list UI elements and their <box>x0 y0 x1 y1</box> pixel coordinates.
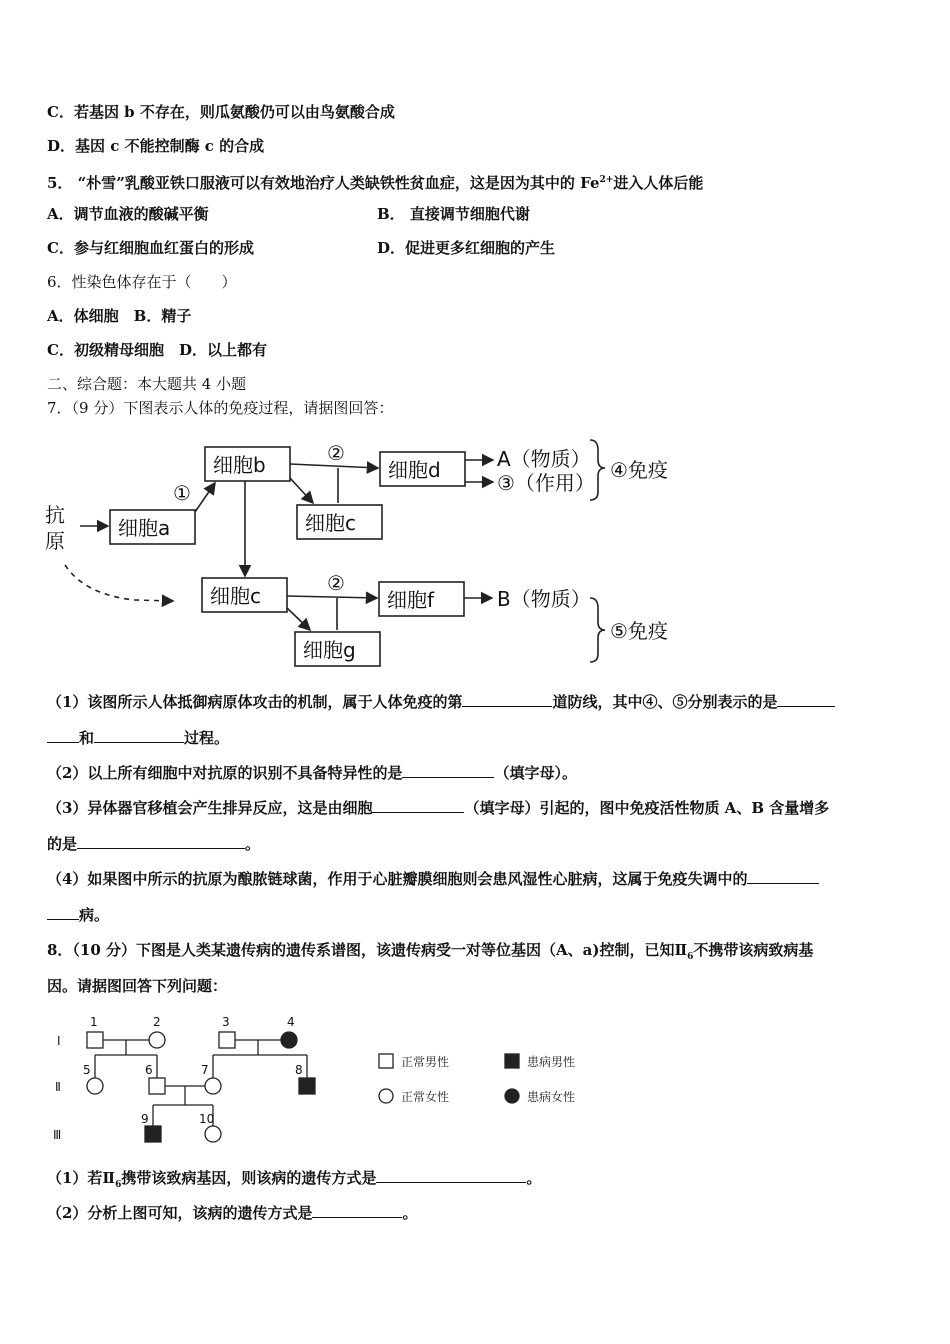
q5-stem-tail: 进入人体后能 <box>613 174 704 192</box>
q8-stem-cont: 因。请据图回答下列问题： <box>47 977 228 995</box>
cell-b-label: 细胞b <box>213 453 266 477</box>
q8-p1-sub: 6 <box>115 1180 122 1190</box>
q5-option-b: B． 直接调节细胞代谢 <box>377 205 530 223</box>
person-9-label: 9 <box>141 1112 149 1126</box>
answer-blank[interactable] <box>312 1203 402 1218</box>
section-heading: 二、综合题：本大题共 4 小题 <box>47 375 247 393</box>
q7-p4-text-a: （4）如果图中所示的抗原为酿脓链球菌，作用于心脏瓣膜细胞则会患风湿性心脏病，这属于免疫失调中的 <box>47 870 748 888</box>
q7-p4-text-b: 病。 <box>79 906 110 924</box>
q8-stem-text-b: 不携带该病致病基 <box>693 941 814 959</box>
q7-p1-text-c: 和 <box>79 729 95 747</box>
q6-options-ab: A．体细胞 B．精子 <box>47 307 192 325</box>
q5-stem-sup: 2+ <box>599 175 614 185</box>
q6-options-cd: C．初级精母细胞 D．以上都有 <box>47 341 267 359</box>
legend-normal-male: 正常男性 <box>401 1055 450 1069</box>
q8-stem-sub: 6 <box>687 952 694 962</box>
answer-blank[interactable] <box>77 834 245 849</box>
antigen-label-2: 原 <box>45 529 65 553</box>
answer-blank[interactable] <box>747 869 819 884</box>
step-2-bottom-label: ② <box>327 571 345 595</box>
q4-option-c: C．若基因 b 不存在，则瓜氨酸仍可以由鸟氨酸合成 <box>47 103 395 121</box>
cell-c-top-label: 细胞c <box>305 511 356 535</box>
output-a-label: A（物质） <box>497 447 591 471</box>
person-8-label: 8 <box>295 1063 303 1077</box>
q8-stem-text-a: 8．（10 分）下图是人类某遗传病的遗传系谱图，该遗传病受一对等位基因（A、a)控制，已知Ⅱ <box>47 941 688 959</box>
q5-options-ab <box>47 204 209 224</box>
q7-part1 <box>47 692 835 712</box>
output-b-label: B（物质） <box>497 587 591 611</box>
q7-p1-text-b: 道防线，其中④、⑤分别表示的是 <box>552 693 778 711</box>
answer-blank[interactable] <box>94 728 184 743</box>
gen-2-label: Ⅱ <box>55 1080 61 1094</box>
person-4-label: 4 <box>287 1015 295 1029</box>
q7-p2-text-b: （填字母）。 <box>494 764 577 782</box>
cell-d-label: 细胞d <box>388 458 441 482</box>
q5-option-c: C．参与红细胞血红蛋白的形成 <box>47 239 254 257</box>
q8-part2 <box>47 1203 417 1223</box>
person-6-label: 6 <box>145 1063 153 1077</box>
pedigree-chart <box>45 1010 605 1150</box>
immune-5-label: ⑤免疫 <box>610 619 668 643</box>
gen-1-label: Ⅰ <box>57 1034 61 1048</box>
q7-p1-text-d: 过程。 <box>184 729 230 747</box>
q8-p2-text-b: 。 <box>402 1204 418 1222</box>
q7-p1-text-a: （1）该图所示人体抵御病原体攻击的机制，属于人体免疫的第 <box>47 693 463 711</box>
q7-part3-cont <box>47 834 260 854</box>
q7-p2-text-a: （2）以上所有细胞中对抗原的识别不具备特异性的是 <box>47 764 403 782</box>
q7-part2 <box>47 763 577 783</box>
q7-part4-cont <box>47 905 109 925</box>
step-1-label: ① <box>173 481 191 505</box>
person-2-label: 2 <box>153 1015 161 1029</box>
q4-option-d: D．基因 c 不能控制酶 c 的合成 <box>47 137 265 155</box>
answer-blank[interactable] <box>47 728 79 743</box>
person-1-label: 1 <box>90 1015 98 1029</box>
q8-stem <box>47 940 813 967</box>
q7-p3-text-a: （3）异体器官移植会产生排异反应，这是由细胞 <box>47 799 373 817</box>
answer-blank[interactable] <box>47 905 79 920</box>
answer-blank[interactable] <box>777 692 835 707</box>
legend-affected-female: 患病女性 <box>527 1090 576 1104</box>
immune-diagram <box>45 430 710 675</box>
person-7-label: 7 <box>201 1063 209 1077</box>
step-2-top-label: ② <box>327 441 345 465</box>
answer-blank[interactable] <box>372 798 464 813</box>
q5-option-a: A．调节血液的酸碱平衡 <box>47 205 209 223</box>
immune-4-label: ④免疫 <box>610 458 668 482</box>
answer-blank[interactable] <box>402 763 494 778</box>
q5-stem-text: 5． “朴雪”乳酸亚铁口服液可以有效地治疗人类缺铁性贫血症，这是因为其中的 Fe <box>47 174 600 192</box>
q7-p3-text-c: 的是 <box>47 835 78 853</box>
q5-stem <box>47 170 703 193</box>
cell-f-label: 细胞f <box>387 588 435 612</box>
person-3-label: 3 <box>222 1015 230 1029</box>
antigen-label-1: 抗 <box>45 503 65 527</box>
q6-stem: 6．性染色体存在于（ ） <box>47 273 237 291</box>
cell-a-label: 细胞a <box>118 516 171 540</box>
q7-stem: 7．（9 分）下图表示人体的免疫过程，请据图回答： <box>47 399 394 417</box>
q8-p1-text-b: 携带该致病基因，则该病的遗传方式是 <box>121 1169 377 1187</box>
q8-part1 <box>47 1168 541 1195</box>
q8-p1-text-c: 。 <box>526 1169 542 1187</box>
q8-p1-text-a: （1）若Ⅱ <box>47 1169 116 1187</box>
person-5-label: 5 <box>83 1063 91 1077</box>
q7-part1-cont <box>47 728 229 748</box>
q7-p3-text-b: （填字母）引起的，图中免疫活性物质 A、B 含量增多 <box>464 799 830 817</box>
q7-part4 <box>47 869 819 889</box>
person-10-label: 10 <box>199 1112 215 1126</box>
q7-p3-text-d: 。 <box>245 835 261 853</box>
legend-normal-female: 正常女性 <box>401 1090 450 1104</box>
cell-c-mid-label: 细胞c <box>210 584 261 608</box>
answer-blank[interactable] <box>462 692 552 707</box>
q5-option-d: D．促进更多红细胞的产生 <box>377 239 556 257</box>
answer-blank[interactable] <box>376 1168 526 1183</box>
output-3-label: ③（作用） <box>497 471 595 495</box>
q8-p2-text-a: （2）分析上图可知，该病的遗传方式是 <box>47 1204 313 1222</box>
cell-g-label: 细胞g <box>303 638 356 662</box>
q7-part3 <box>47 798 829 818</box>
legend-affected-male: 患病男性 <box>527 1055 576 1069</box>
gen-3-label: Ⅲ <box>53 1128 62 1142</box>
